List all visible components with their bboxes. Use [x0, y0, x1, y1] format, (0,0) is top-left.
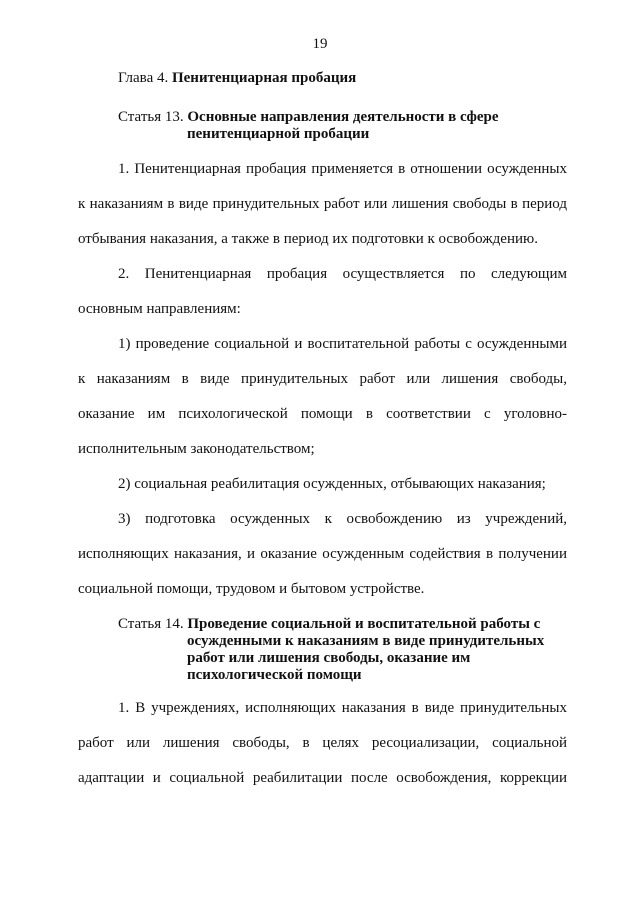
- article-14-heading: [118, 615, 540, 633]
- article-13-title-line-1: Основные направления деятельности в сфере: [187, 109, 499, 125]
- article-13-item3-line-3: социальной помощи, трудовом и бытовом устройстве.: [78, 581, 425, 597]
- article-13-item2-line-1: 2) социальная реабилитация осужденных, отбывающих наказания;: [118, 476, 546, 492]
- article-14-p1-line-1: 1. В учреждениях, исполняющих наказания в виде принудительных: [118, 700, 567, 716]
- page-number: 19: [312, 36, 328, 52]
- article-13-p1-line-1: 1. Пенитенциарная пробация применяется в отношении осужденных: [118, 161, 567, 177]
- article-13-title-line-2-text: пенитенциарной пробации: [187, 126, 370, 142]
- article-13-item3-line-1: 3) подготовка осужденных к освобождению из учреждений,: [118, 511, 567, 527]
- article-14-title-line-4: психологической помощи: [187, 667, 362, 683]
- article-13-p2-line-2: основным направлениям:: [78, 301, 241, 317]
- article-14-label: Статья 14.: [118, 616, 184, 632]
- article-13-title-line-2: [187, 125, 369, 143]
- chapter-heading: [118, 69, 356, 87]
- article-14-p1-line-2: работ или лишения свободы, в целях ресоциализации, социальной: [78, 735, 567, 751]
- article-13-heading: [118, 108, 499, 126]
- article-14-title-line-1: Проведение социальной и воспитательной работы с: [187, 616, 541, 632]
- article-13-p1-line-2: к наказаниям в виде принудительных работ или лишения свободы в период: [78, 196, 567, 212]
- article-13-p2-line-1: 2. Пенитенциарная пробация осуществляется по следующим: [118, 266, 567, 282]
- chapter-title: Пенитенциарная пробация: [171, 70, 357, 86]
- article-13-p1-line-3: отбывания наказания, а также в период их подготовки к освобождению.: [78, 231, 538, 247]
- article-14-title-line-2-wrap: [187, 632, 544, 650]
- article-13-label: Статья 13.: [118, 109, 184, 125]
- article-13-item1-line-3: оказание им психологической помощи в соответствии с уголовно-: [78, 406, 567, 422]
- article-14-title-line-3-wrap: [187, 649, 470, 667]
- article-14-p1-line-3: адаптации и социальной реабилитации после освобождения, коррекции: [78, 770, 567, 786]
- article-13-item1-line-2: к наказаниям в виде принудительных работ или лишения свободы,: [78, 371, 567, 387]
- article-13-item1-line-4: исполнительным законодательством;: [78, 441, 315, 457]
- article-14-title-line-3: работ или лишения свободы, оказание им: [187, 650, 471, 666]
- article-13-item1-line-1: 1) проведение социальной и воспитательной работы с осужденными: [118, 336, 567, 352]
- article-14-title-line-4-wrap: [187, 666, 362, 684]
- article-14-title-line-2: осужденными к наказаниям в виде принудительных: [187, 633, 545, 649]
- chapter-label: Глава 4.: [118, 70, 169, 86]
- article-13-item3-line-2: исполняющих наказания, и оказание осужденным содействия в получении: [78, 546, 567, 562]
